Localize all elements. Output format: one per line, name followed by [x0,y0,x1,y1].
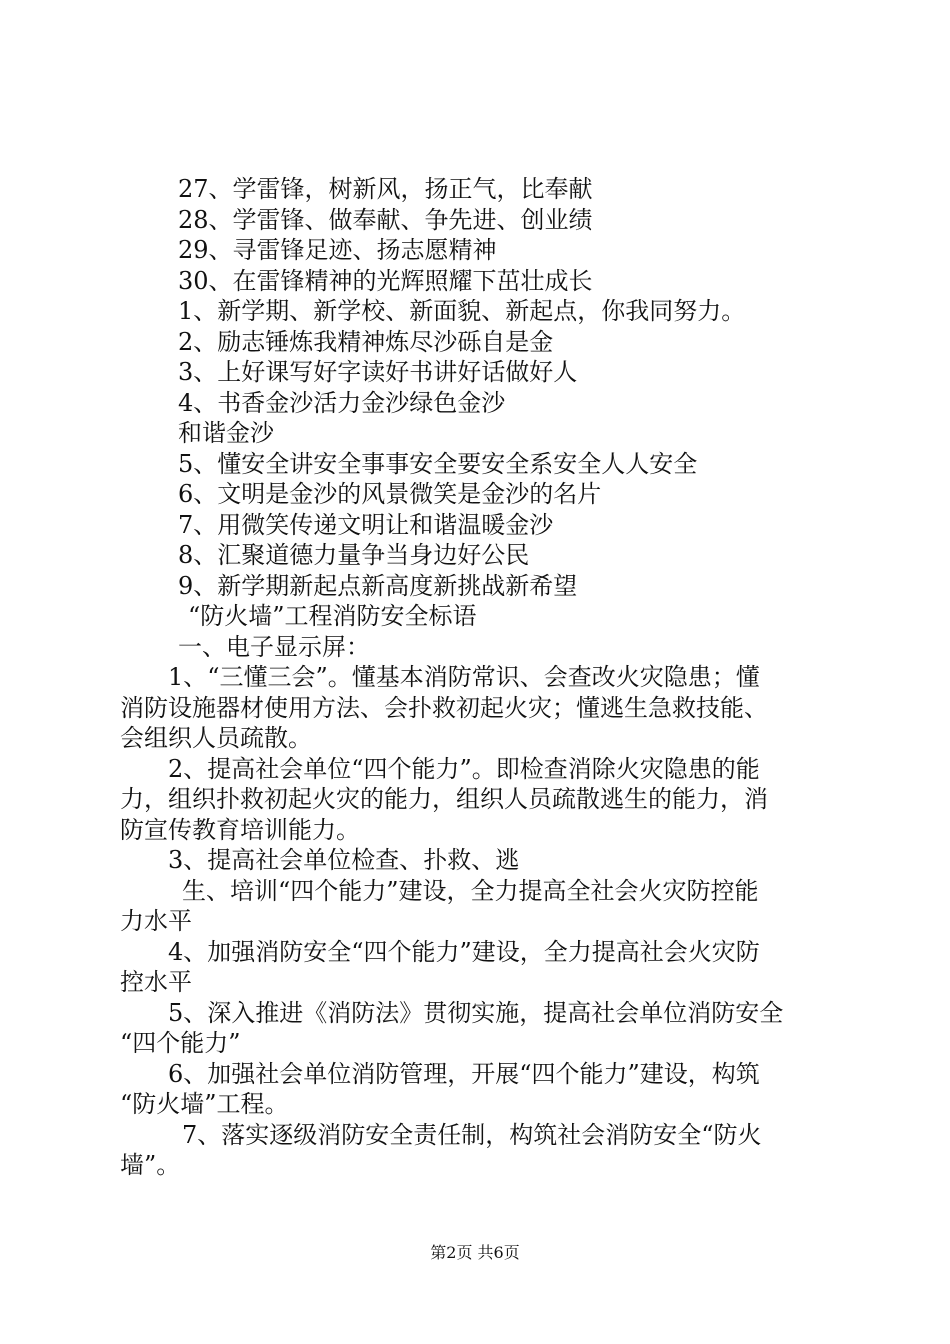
section-title: “防火墙”工程消防安全标语 [188,602,477,630]
text-line: 消防设施器材使用方法、会扑救初起火灾；懂逃生急救技能、 [120,693,768,722]
text-line: 3、提高社会单位检查、扑救、逃 [168,846,520,874]
text-line: 墙”。 [120,1151,181,1179]
page-number: 第2页 共6页 [430,1243,520,1262]
text-line: “防火墙”工程。 [120,1090,289,1118]
text-line: “四个能力” [120,1029,241,1057]
text-line: 力水平 [120,907,192,935]
document-body [120,174,832,1181]
text-line: 防宣传教育培训能力。 [120,815,360,844]
text-line: 27、学雷锋，树新风，扬正气，比奉献 [178,175,593,203]
text-line: 9、新学期新起点新高度新挑战新希望 [178,571,578,600]
text-line: 力，组织扑救初起火灾的能力，组织人员疏散逃生的能力，消 [120,785,768,813]
text-line: 7、用微笑传递文明让和谐温暖金沙 [178,510,554,539]
text-line: 8、汇聚道德力量争当身边好公民 [178,541,530,569]
text-line: 7、落实逐级消防安全责任制，构筑社会消防安全“防火 [182,1120,762,1149]
page-footer [0,1243,950,1263]
text-line: 1、新学期、新学校、新面貌、新起点，你我同努力。 [178,297,746,325]
text-line: 2、励志锤炼我精神炼尽沙砾自是金 [178,327,554,356]
text-line: 和谐金沙 [178,419,274,447]
text-line: 会组织人员疏散。 [120,724,312,752]
text-line: 2、提高社会单位“四个能力”。即检查消除火灾隐患的能 [168,754,760,783]
text-line: 生、培训“四个能力”建设，全力提高全社会火灾防控能 [182,876,759,905]
text-line: 4、书香金沙活力金沙绿色金沙 [178,388,506,417]
text-line: 6、文明是金沙的风景微笑是金沙的名片 [178,480,602,508]
text-line: 1、“三懂三会”。懂基本消防常识、会查改火灾隐患；懂 [168,663,760,691]
text-line: 29、寻雷锋足迹、扬志愿精神 [178,236,497,264]
text-line: 30、在雷锋精神的光辉照耀下茁壮成长 [178,266,593,295]
section-heading: 一、电子显示屏： [178,632,370,661]
text-line: 4、加强消防安全“四个能力”建设，全力提高社会火灾防 [168,937,760,966]
text-line: 5、深入推进《消防法》贯彻实施，提高社会单位消防安全 [168,998,784,1027]
text-line: 5、懂安全讲安全事事安全要安全系安全人人安全 [178,449,698,478]
text-line: 28、学雷锋、做奉献、争先进、创业绩 [178,205,593,234]
text-line: 6、加强社会单位消防管理，开展“四个能力”建设，构筑 [168,1059,760,1088]
text-line: 3、上好课写好字读好书讲好话做好人 [178,358,578,386]
text-line: 控水平 [120,968,192,996]
